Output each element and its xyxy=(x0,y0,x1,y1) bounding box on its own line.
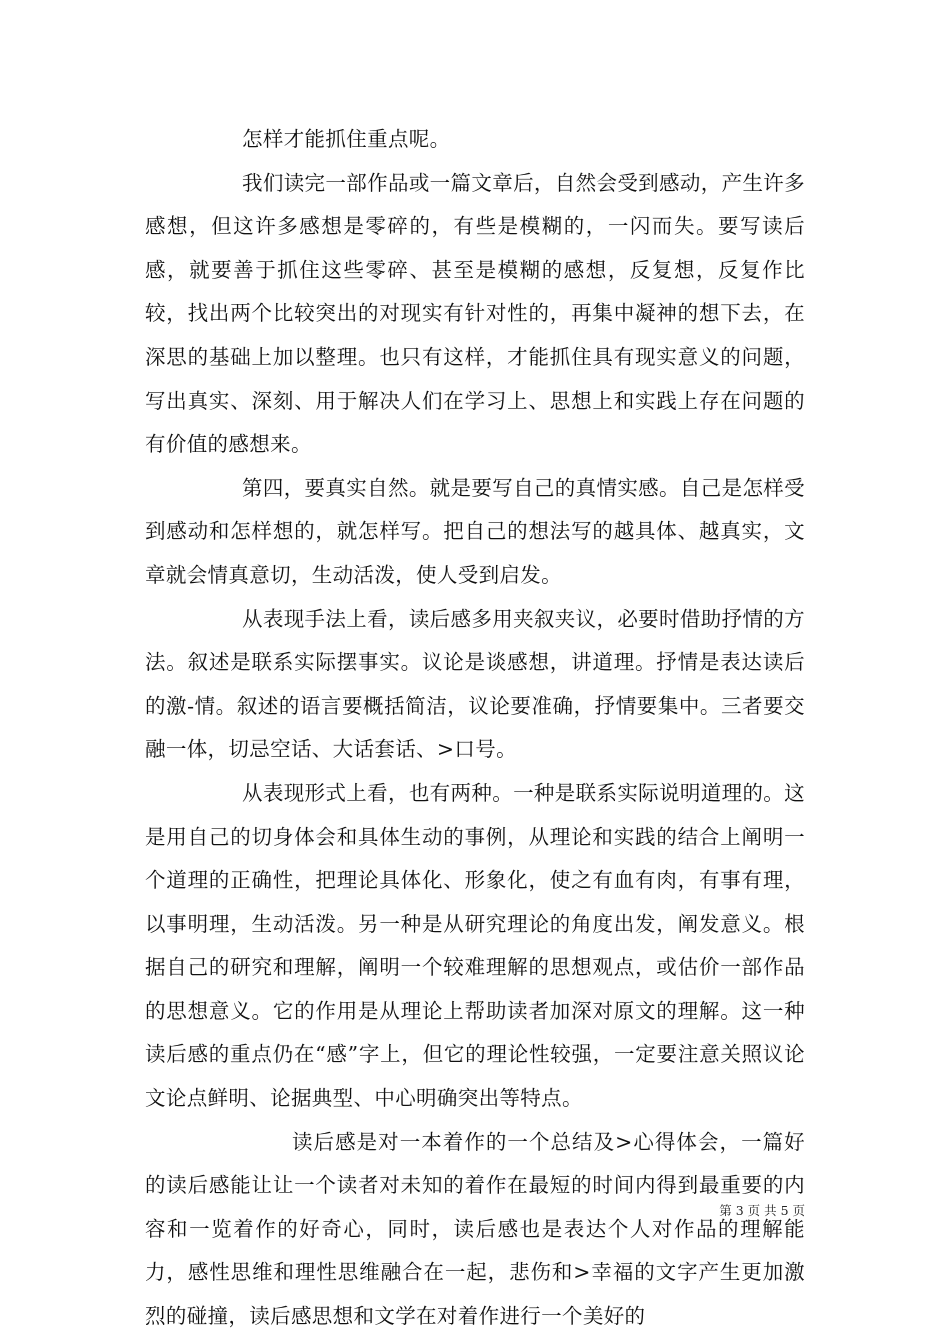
paragraph-5: 从表现形式上看，也有两种。一种是联系实际说明道理的。这是用自己的切身体会和具体生动的事例，从理论和实践的结合上阐明一个道理的正确性，把理论具体化、形象化，使之有血有肉，有事有理，以事明理，生动活泼。另一种是从研究理论的角度出发，阐发意义。根据自己的研究和理解，阐明一个较难理解的思想观点，或估价一部作品的思想意义。它的作用是从理论上帮助读者加深对原文的理解。这一种读后感的重点仍在“感”字上，但它的理论性较强，一定要注意关照议论文论点鲜明、论据典型、中心明确突出等特点。 xyxy=(145,780,805,1111)
document-body xyxy=(145,118,805,1339)
paragraph-4: 从表现手法上看，读后感多用夹叙夹议，必要时借助抒情的方法。叙述是联系实际摆事实。议论是谈感想，讲道理。抒情是表达读后的激-情。叙述的语言要概括简洁，议论要准确，抒情要集中。三者要交融一体，切忌空话、大话套话、>口号。 xyxy=(145,606,805,762)
paragraph-6: 读后感是对一本着作的一个总结及>心得体会，一篇好的读后感能让让一个读者对未知的着作在最短的时间内得到最重要的内容和一览着作的好奇心，同时，读后感也是表达个人对作品的理解能力，感性思维和理性思维融合在一起，悲伤和>幸福的文字产生更加激烈的碰撞，读后感思想和文学在对着作进行一个美好的 xyxy=(145,1129,805,1329)
paragraph-2: 我们读完一部作品或一篇文章后，自然会受到感动，产生许多感想，但这许多感想是零碎的，有些是模糊的，一闪而失。要写读后感，就要善于抓住这些零碎、甚至是模糊的感想，反复想，反复作比较，找出两个比较突出的对现实有针对性的，再集中凝神的想下去，在深思的基础上加以整理。也只有这样，才能抓住具有现实意义的问题，写出真实、深刻、用于解决人们在学习上、思想上和实践上存在问题的有价值的感想来。 xyxy=(145,170,805,457)
paragraph-1: 怎样才能抓住重点呢。 xyxy=(242,127,451,151)
paragraph-3: 第四，要真实自然。就是要写自己的真情实感。自己是怎样受到感动和怎样想的，就怎样写。把自己的想法写的越具体、越真实，文章就会情真意切，生动活泼，使人受到启发。 xyxy=(145,475,805,587)
page-number-footer: 第 3 页 共 5 页 xyxy=(719,1203,805,1218)
